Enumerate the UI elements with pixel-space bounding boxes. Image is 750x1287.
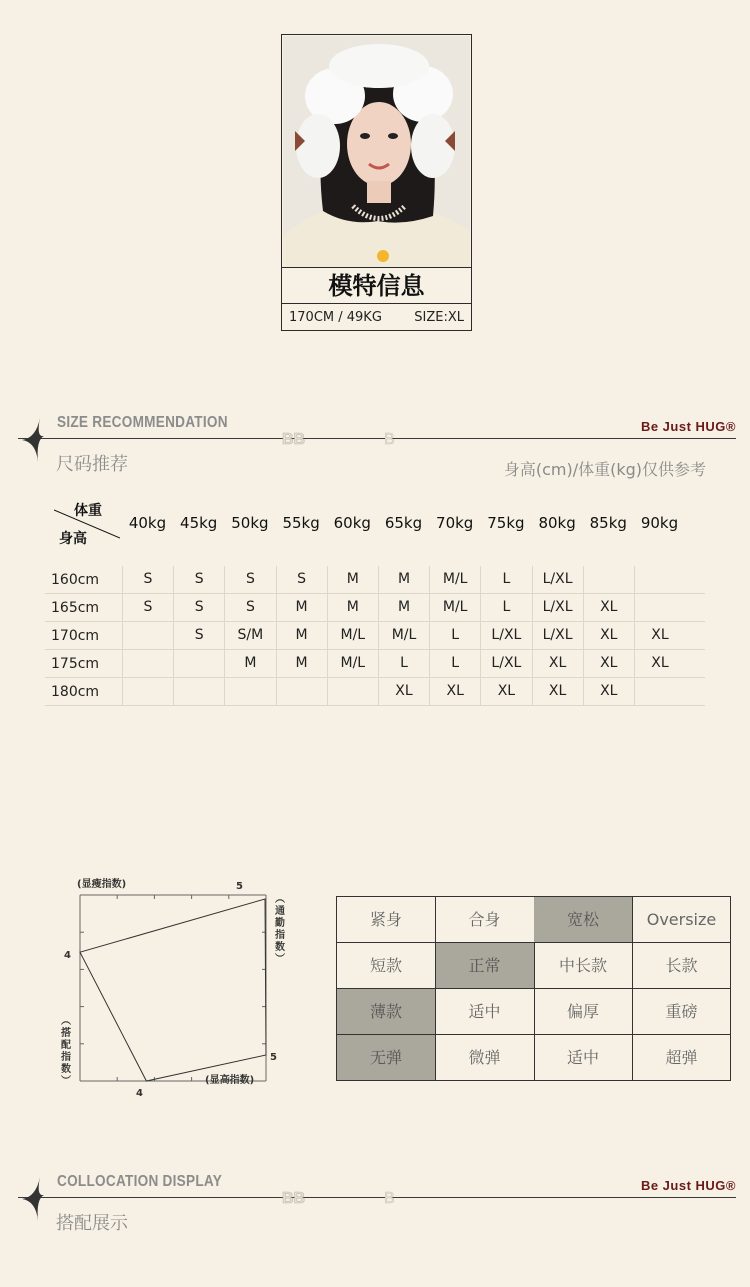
size-cell: L/XL xyxy=(480,650,531,677)
weight-header: 90kg xyxy=(640,514,679,532)
size-cell: M xyxy=(276,650,327,677)
size-cell: S xyxy=(173,594,224,621)
size-cell: M/L xyxy=(429,566,480,593)
size-table xyxy=(45,566,705,706)
size-cell: M xyxy=(327,594,378,621)
fit-option: 适中 xyxy=(534,1035,633,1080)
fit-option: 长款 xyxy=(633,943,731,989)
weight-header: 70kg xyxy=(436,514,474,532)
tall-index-value: 4 xyxy=(136,1088,143,1099)
svg-text:B: B xyxy=(384,1190,395,1205)
sparkle-icon xyxy=(22,1173,58,1223)
vertical-char: 指 xyxy=(61,1052,71,1063)
weight-header: 80kg xyxy=(538,514,576,532)
size-cell: M/L xyxy=(327,650,378,677)
size-cell: XL xyxy=(429,678,480,705)
fit-option: 合身 xyxy=(436,897,535,943)
size-cell: XL xyxy=(634,650,685,677)
model-title: 模特信息 xyxy=(282,267,471,304)
vertical-char: 通 xyxy=(275,906,285,917)
size-cell: XL xyxy=(532,678,583,705)
height-cell: 180cm xyxy=(51,684,100,700)
fit-option: 偏厚 xyxy=(534,989,633,1035)
size-cell: XL xyxy=(583,650,634,677)
size-cell xyxy=(173,650,224,677)
height-label: 身高 xyxy=(59,531,87,547)
vertical-char: ︶ xyxy=(275,954,285,965)
sparkle-icon xyxy=(22,414,58,464)
vertical-char: ︵ xyxy=(61,1016,71,1027)
size-cell: M xyxy=(276,594,327,621)
size-cell xyxy=(634,566,685,593)
size-cell: S xyxy=(224,566,275,593)
weight-label: 体重 xyxy=(74,503,102,519)
bb-logo-icon xyxy=(282,1189,312,1205)
size-cell: XL xyxy=(583,594,634,621)
svg-text:BB: BB xyxy=(282,1190,306,1205)
size-cell: XL xyxy=(480,678,531,705)
size-cell: M xyxy=(224,650,275,677)
size-cell: M/L xyxy=(378,622,429,649)
size-cell xyxy=(122,678,173,705)
size-cell xyxy=(276,678,327,705)
b-logo-icon xyxy=(384,1189,398,1205)
fit-option: 薄款 xyxy=(337,989,436,1035)
size-cell xyxy=(583,566,634,593)
table-row xyxy=(45,594,705,622)
size-cell: L xyxy=(429,650,480,677)
vertical-char: 数 xyxy=(275,942,285,953)
size-cell: L/XL xyxy=(532,566,583,593)
size-cell xyxy=(634,594,685,621)
size-cell: XL xyxy=(583,622,634,649)
vertical-char: 勤 xyxy=(275,918,285,929)
height-cell: 175cm xyxy=(51,656,100,672)
size-note: 身高(cm)/体重(kg)仅供参考 xyxy=(503,460,706,479)
vertical-char: 配 xyxy=(61,1040,71,1051)
size-cell: L/XL xyxy=(532,622,583,649)
match-index-value: 4 xyxy=(64,950,71,961)
brand-logo: Be Just HUG® xyxy=(640,419,736,434)
size-cell: L xyxy=(378,650,429,677)
vertical-char: ︵ xyxy=(275,894,285,905)
fit-option: 中长款 xyxy=(534,943,633,989)
weight-header: 75kg xyxy=(487,514,525,532)
size-cell: L/XL xyxy=(480,622,531,649)
size-cell: S xyxy=(122,594,173,621)
model-photo xyxy=(283,36,470,267)
model-size: SIZE:XL xyxy=(414,310,464,325)
table-row xyxy=(45,566,705,594)
size-cell: S xyxy=(224,594,275,621)
vertical-char: ︶ xyxy=(61,1076,71,1087)
header-divider xyxy=(18,438,736,439)
section-title-cn: 尺码推荐 xyxy=(56,454,128,475)
weight-header: 85kg xyxy=(589,514,627,532)
size-cell: M xyxy=(378,566,429,593)
size-cell: S xyxy=(122,566,173,593)
fit-option: Oversize xyxy=(633,897,731,943)
size-cell: L/XL xyxy=(532,594,583,621)
size-cell: XL xyxy=(532,650,583,677)
weight-header: 50kg xyxy=(231,514,269,532)
fit-grid xyxy=(336,896,731,1081)
slim-index-value: 5 xyxy=(236,881,243,892)
weight-header: 45kg xyxy=(180,514,218,532)
size-cell xyxy=(224,678,275,705)
size-cell: L xyxy=(480,566,531,593)
size-cell: S/M xyxy=(224,622,275,649)
size-cell: S xyxy=(173,566,224,593)
brand-logo: Be Just HUG® xyxy=(640,1178,736,1193)
table-corner-header xyxy=(54,498,120,550)
size-cell: L xyxy=(480,594,531,621)
table-row xyxy=(45,678,705,706)
vertical-char: 搭 xyxy=(61,1028,71,1039)
size-cell xyxy=(122,650,173,677)
weight-header: 40kg xyxy=(128,514,167,532)
model-card xyxy=(281,34,472,331)
table-row xyxy=(45,622,705,650)
fit-option: 正常 xyxy=(436,943,535,989)
size-cell: S xyxy=(173,622,224,649)
size-cell: S xyxy=(276,566,327,593)
vertical-char: 数 xyxy=(61,1064,71,1075)
size-cell xyxy=(173,678,224,705)
fit-option: 适中 xyxy=(436,989,535,1035)
commute-index-value: 5 xyxy=(270,1052,277,1063)
match-index-label xyxy=(60,1016,71,1087)
chart-ticks xyxy=(80,895,266,1081)
vertical-char: 指 xyxy=(275,930,285,941)
fit-option: 短款 xyxy=(337,943,436,989)
size-cell: XL xyxy=(583,678,634,705)
section-title-cn: 搭配展示 xyxy=(56,1213,128,1234)
slim-index-label: (显瘦指数) xyxy=(77,879,127,890)
size-cell: XL xyxy=(378,678,429,705)
size-cell xyxy=(634,678,685,705)
size-cell xyxy=(122,622,173,649)
commute-index-label xyxy=(275,894,285,965)
size-cell: M xyxy=(378,594,429,621)
header-divider xyxy=(18,1197,736,1198)
section-title-en: COLLOCATION DISPLAY xyxy=(57,1173,223,1190)
fit-option: 超弹 xyxy=(665,1048,698,1067)
table-row xyxy=(45,650,705,678)
height-cell: 165cm xyxy=(51,600,100,616)
model-height-weight: 170CM / 49KG xyxy=(289,310,382,325)
height-cell: 160cm xyxy=(51,572,100,588)
svg-text:BB: BB xyxy=(282,431,306,446)
size-cell: L xyxy=(429,622,480,649)
size-cell: M/L xyxy=(429,594,480,621)
section-title-en: SIZE RECOMMENDATION xyxy=(57,414,228,431)
size-cell: M/L xyxy=(327,622,378,649)
svg-text:B: B xyxy=(384,431,395,446)
model-info xyxy=(282,305,471,331)
weight-header: 65kg xyxy=(384,514,423,532)
size-cell: M xyxy=(276,622,327,649)
size-cell: XL xyxy=(634,622,685,649)
fit-option: 无弹 xyxy=(337,1035,436,1080)
bb-logo-icon xyxy=(282,430,312,446)
size-cell: M xyxy=(327,566,378,593)
collocation-header xyxy=(0,1173,750,1243)
index-polygon xyxy=(80,899,266,1081)
fit-option: 紧身 xyxy=(337,897,436,943)
b-logo-icon xyxy=(384,430,398,446)
weight-header: 60kg xyxy=(333,514,371,532)
height-cell: 170cm xyxy=(51,628,100,644)
index-chart xyxy=(55,870,295,1110)
tall-index-label: (显高指数) xyxy=(205,1075,255,1086)
weight-header: 55kg xyxy=(282,514,320,532)
fit-option: 宽松 xyxy=(534,897,633,943)
fit-option: 重磅 xyxy=(633,989,731,1035)
size-cell xyxy=(327,678,378,705)
fit-option: 微弹 xyxy=(436,1035,535,1080)
